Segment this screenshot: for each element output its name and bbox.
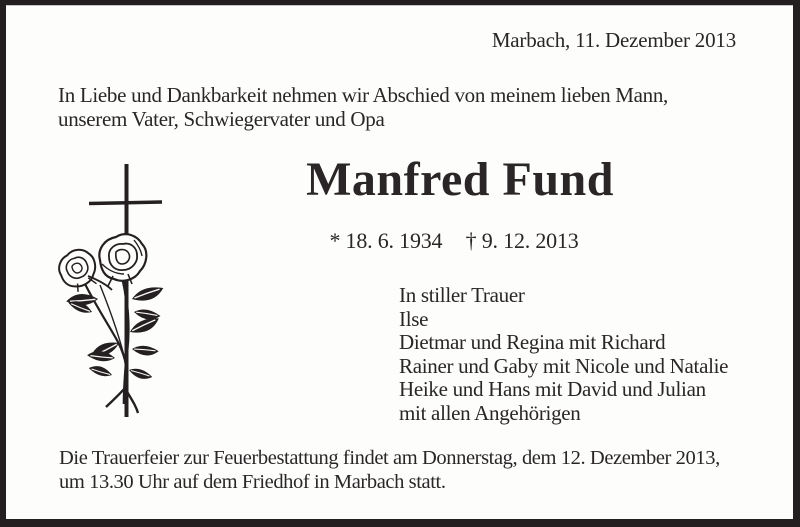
intro-line-2: unserem Vater, Schwiegervater und Opa	[58, 106, 385, 131]
intro-line-1: In Liebe und Dankbarkeit nehmen wir Abschied von meinem lieben Mann,	[58, 83, 669, 107]
birth-date: * 18. 6. 1934	[329, 228, 443, 253]
mourner-line: Rainer und Gaby mit Nicole und Natalie	[399, 353, 729, 378]
funeral-line-1: Die Trauerfeier zur Feuerbestattung findet am Donnerstag, dem 12. Dezember 2013,	[59, 447, 720, 469]
mourner-line: In stiller Trauer	[399, 283, 525, 307]
death-date: † 9. 12. 2013	[465, 228, 579, 253]
mourners-list	[399, 284, 728, 426]
dateline: Marbach, 11. Dezember 2013	[491, 28, 736, 52]
mourner-line: Dietmar und Regina mit Richard	[399, 330, 666, 355]
deceased-name: Manfred Fund	[306, 153, 614, 206]
mourner-line: Heike und Hans mit David und Julian	[399, 377, 706, 402]
intro-text	[58, 84, 668, 131]
mourner-line: Ilse	[399, 306, 429, 331]
mourner-line: mit allen Angehörigen	[399, 400, 581, 425]
life-dates	[234, 228, 674, 254]
cross-roses-illustration	[40, 152, 210, 437]
funeral-info	[59, 447, 720, 494]
funeral-line-2: um 13.30 Uhr auf dem Friedhof in Marbach statt.	[59, 470, 446, 493]
